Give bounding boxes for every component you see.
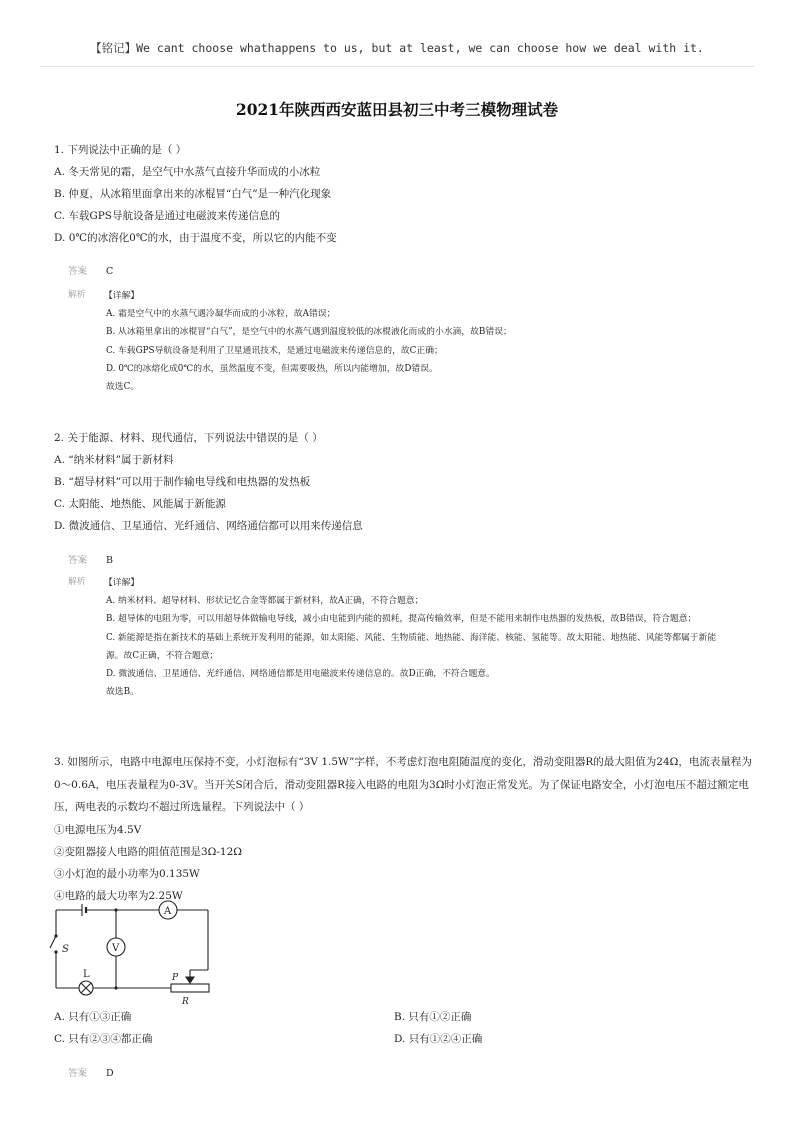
circuit-diagram bbox=[48, 900, 218, 1006]
answer-label: 答案 bbox=[68, 266, 88, 277]
voltmeter-symbol: V bbox=[112, 943, 120, 954]
explain-line: A. 霜是空气中的水蒸气遇冷凝华而成的小冰粒，故A错误； bbox=[106, 309, 336, 319]
explain-line: B. 超导体的电阻为零，可以用超导体做输电导线，减小由电能到内能的损耗，提高传输效率，但是不能用来制作电热器的发热板，故B错误，符合题意； bbox=[106, 614, 697, 625]
analysis-label: 解析 bbox=[68, 577, 86, 587]
statement-1: ①电源电压为4.5V bbox=[54, 823, 142, 836]
statement-4: ④电路的最大功率为2.25W bbox=[54, 889, 183, 902]
answer-value: D bbox=[106, 1068, 114, 1079]
explain-line: B. 从冰箱里拿出的冰棍冒“白气”，是空气中的水蒸气遇到温度较低的冰棍液化而成的小水滴，故B错误； bbox=[106, 327, 512, 338]
lamp-label: L bbox=[83, 969, 90, 980]
question-stem: 3. 如图所示，电路中电源电压保持不变，小灯泡标有“3V 1.5W”字样，不考虑灯泡电阻随温度的变化，滑动变阻器R的最大阻值为24Ω，电流表量程为0～0.6A，电压表量程为0-3V。当开关S闭合后，滑动变阻器R接入电路的电阻为3Ω时小灯泡正常发光。为了保证电路安全，小灯泡电压不超过额定电压，两电表的示数均不超过所选量程。下列说法中（ ） bbox=[54, 756, 752, 813]
explain-line: C. 新能源是指在新技术的基础上系统开发利用的能源，如太阳能、风能、生物质能、地热能、海洋能、核能、氢能等。故太阳能、地热能、风能等都属于新能源。故C正确，不符合题意； bbox=[106, 632, 717, 661]
explain-line: A. 纳米材料、超导材料、形状记忆合金等都属于新材料，故A正确，不符合题意； bbox=[106, 596, 424, 606]
ammeter-symbol: A bbox=[164, 906, 172, 917]
slider-label: P bbox=[172, 973, 179, 983]
page-title: 2021年陕西西安蓝田县初三中考三模物理试卷 bbox=[235, 100, 559, 119]
explanation bbox=[68, 287, 728, 396]
option-a: A. 只有①③正确 bbox=[54, 1011, 132, 1023]
explain-line: 故选B。 bbox=[106, 687, 139, 698]
answer-value: C bbox=[106, 266, 114, 277]
answer-value: B bbox=[106, 555, 113, 566]
option-d: D. 0℃的冰溶化0℃的水，由于温度不变，所以它的内能不变 bbox=[54, 232, 337, 244]
option-b: B. 仲夏，从冰箱里面拿出来的冰棍冒“白气”是一种汽化现象 bbox=[54, 188, 332, 200]
question-2 bbox=[54, 427, 754, 537]
explain-line: C. 车载GPS导航设备是利用了卫星通讯技术，是通过电磁波来传递信息的，故C正确； bbox=[106, 345, 443, 356]
option-b: B. “超导材料”可以用于制作输电导线和电热器的发热板 bbox=[54, 476, 311, 488]
header-motto: 【铭记】We cant choose whathappens to us, but at least, we can choose how we deal with it. bbox=[90, 41, 704, 55]
option-c: C. 只有②③④都正确 bbox=[54, 1033, 153, 1045]
statement-3: ③小灯泡的最小功率为0.135W bbox=[54, 867, 200, 880]
option-d: D. 微波通信、卫星通信、光纤通信、网络通信都可以用来传递信息 bbox=[54, 520, 363, 532]
explain-line: D. 0℃的冰熔化成0℃的水，虽然温度不变，但需要吸热，所以内能增加，故D错误。 bbox=[106, 363, 438, 374]
answer-row bbox=[68, 552, 113, 566]
option-c: C. 太阳能、地热能、风能属于新能源 bbox=[54, 498, 226, 510]
explanation bbox=[68, 574, 728, 702]
analysis-label: 解析 bbox=[68, 290, 86, 300]
question-stem: 2. 关于能源、材料、现代通信，下列说法中错误的是（ ） bbox=[54, 432, 323, 444]
header-divider bbox=[40, 66, 754, 67]
option-c: C. 车载GPS导航设备是通过电磁波来传递信息的 bbox=[54, 210, 280, 222]
explain-line: D. 微波通信、卫星通信、光纤通信、网络通信都是用电磁波来传递信息的。故D正确，不符合题意。 bbox=[106, 669, 495, 680]
option-a: A. “纳米材料”属于新材料 bbox=[54, 454, 174, 466]
question-1 bbox=[54, 139, 754, 249]
question-3-options bbox=[54, 1006, 754, 1050]
answer-label: 答案 bbox=[68, 555, 88, 566]
resistor-label: R bbox=[182, 997, 189, 1006]
question-stem: 1. 下列说法中正确的是（ ） bbox=[54, 144, 187, 156]
switch-label: S bbox=[62, 944, 69, 955]
statement-2: ②变阻器接人电路的阻值范围是3Ω-12Ω bbox=[54, 845, 242, 858]
explain-line: 故选C。 bbox=[106, 382, 140, 393]
answer-row bbox=[68, 1065, 114, 1079]
option-b: B. 只有①②正确 bbox=[394, 1011, 472, 1023]
detail-heading: 【详解】 bbox=[104, 291, 140, 301]
answer-row bbox=[68, 263, 113, 277]
option-a: A. 冬天常见的霜，是空气中水蒸气直接升华而成的小冰粒 bbox=[54, 166, 321, 178]
answer-label: 答案 bbox=[68, 1068, 88, 1079]
option-d: D. 只有①②④正确 bbox=[394, 1033, 483, 1045]
question-3 bbox=[54, 751, 754, 907]
detail-heading: 【详解】 bbox=[104, 578, 140, 588]
